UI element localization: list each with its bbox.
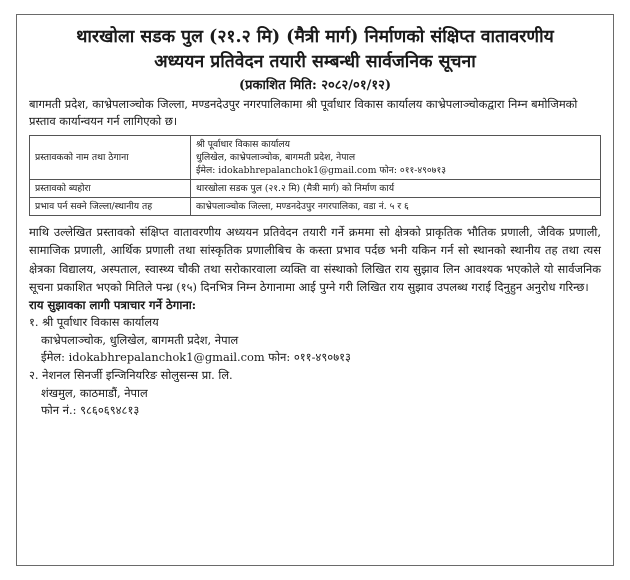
address-2-phone: फोन नं.: ९८६०६९४८१३: [41, 403, 140, 418]
title-line-1: थारखोला सडक पुल (२१.२ मि) (मैत्री मार्ग) निर्माणको संक्षिप्त वातावरणीय: [76, 27, 554, 47]
published-date: (प्रकाशित मिति: २०८२/०१/१२): [238, 78, 391, 93]
proposer-address: धुलिखेल, काभ्रेपलाञ्चोक, बागमती प्रदेश, नेपाल: [196, 152, 356, 163]
address-1-name: १. श्री पूर्वाधार विकास कार्यालय: [29, 315, 159, 330]
row-proposal-key: प्रस्तावको ब्यहोरा: [30, 180, 191, 198]
row-affected-value: काभ्रेपलाञ्चोक जिल्ला, मण्डनदेउपुर नगरपालिका, वडा नं. ५ र ६: [191, 198, 601, 216]
address-2-location: शंखमुल, काठमाडौं, नेपाल: [41, 385, 148, 400]
table-row: [30, 198, 601, 216]
body-paragraph: माथि उल्लेखित प्रस्तावको संक्षिप्त वातावरणीय अध्ययन प्रतिवेदन तयारी गर्ने क्रममा सो क्षेत्रको प्राकृतिक भौतिक प्रणाली, जैविक प्रणाली, सामाजिक प्रणाली, आर्थिक प्रणाली तथा सांस्कृतिक प्रणालीबिच के कस्ता प्रभाव पर्दछ भनी यकिन गर्न सो स्थानको स्थानीय तह तथा त्यस क्षेत्रका विद्यालय, अस्पताल, स्वास्थ्य चौकी तथा सरोकारवाला व्यक्ति वा संस्थाको लिखित राय सुझाव लिन आवश्यक भएकोले यो सार्वजनिक सूचना प्रकाशित भएको मितिले पन्ध्र (१५) दिनभित्र निम्न ठेगानामा आई पुग्ने गरी लिखित राय सुझाव उपलब्ध गराई दिनुहुन अनुरोध गरिन्छ।: [29, 225, 601, 294]
title-line-2: अध्ययन प्रतिवेदन तयारी सम्बन्धी सार्वजनिक सूचना: [154, 52, 476, 72]
address-1-location: काभ्रेपलाञ्चोक, धुलिखेल, बागमती प्रदेश, नेपाल: [41, 332, 239, 347]
address-heading: राय सुझावका लागी पत्राचार गर्ने ठेगाना:: [29, 298, 197, 313]
row-proposer-value: [191, 136, 601, 180]
table-row: [30, 180, 601, 198]
proposer-name: श्री पूर्वाधार विकास कार्यालय: [196, 139, 290, 150]
proposal-table: [29, 135, 601, 216]
row-proposer-key: प्रस्तावकको नाम तथा ठेगाना: [30, 136, 191, 180]
proposer-contact: ईमेल: idokabhrepalanchok1@gmail.com फोन: ०११-४९०७१३: [196, 165, 447, 176]
notice-title: [29, 25, 601, 75]
row-affected-key: प्रभाव पर्न सक्ने जिल्ला/स्थानीय तह: [30, 198, 191, 216]
address-1-contact: ईमेल: idokabhrepalanchok1@gmail.com फोन: ०११-४९०७१३: [41, 350, 351, 365]
address-block: [29, 314, 601, 420]
address-2-name: २. नेशनल सिनर्जी इन्जिनियरिङ सोलुसन्स प्रा. लि.: [29, 367, 233, 382]
row-proposal-value: थारखोला सडक पुल (२१.२ मि) (मैत्री मार्ग) को निर्माण कार्य: [191, 180, 601, 198]
table-row: [30, 136, 601, 180]
public-notice: [16, 14, 614, 566]
intro-paragraph: बागमती प्रदेश, काभ्रेपलाञ्चोक जिल्ला, मण्डनदेउपुर नगरपालिकामा श्री पूर्वाधार विकास कार्यालय काभ्रेपलाञ्चोकद्वारा निम्न बमोजिमको प्रस्ताव कार्यान्वयन गर्न लागिएको छ।: [29, 97, 578, 128]
